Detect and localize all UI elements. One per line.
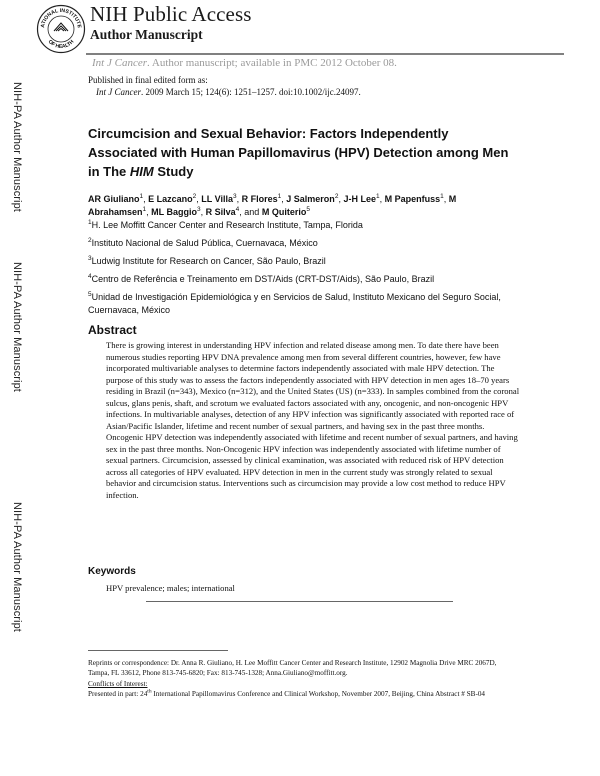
- title-main: Circumcision and Sexual Behavior: Factors Independently Associated with Human Papillomavirus (HPV) Detection among Men in The: [88, 126, 509, 179]
- logo-top-text: ATIONAL INSTITUTE: [40, 7, 83, 29]
- reprints-footnote: Reprints or correspondence: Dr. Anna R. Giuliano, H. Lee Moffitt Cancer Center and Research Institute, 12902 Magnolia Drive MRC 2067D, Tampa, FL 33612, Phone 813-745-6820; Fax: 813-745-1328; Anna.Giuliano@moffitt.org.: [88, 659, 497, 677]
- keywords-list: HPV prevalence; males; international: [106, 583, 235, 593]
- author-name: J Salmeron: [286, 194, 335, 204]
- affiliation-text: H. Lee Moffitt Cancer Center and Research Institute, Tampa, Florida: [91, 220, 363, 230]
- author-separator: ,: [281, 194, 287, 204]
- side-label-bottom: NIH-PA Author Manuscript: [11, 502, 23, 632]
- prepub-text: . Author manuscript; available in PMC 2012 October 08.: [146, 57, 397, 69]
- footnote-divider: [88, 650, 228, 651]
- svg-text:OF HEALTH: [47, 39, 76, 50]
- author-affiliation: 5: [306, 205, 310, 213]
- author-affiliation: 1: [139, 193, 144, 200]
- prepub-notice: [92, 57, 397, 69]
- author-affiliation: 1: [277, 193, 282, 200]
- author-manuscript-subtitle: Author Manuscript: [90, 27, 203, 42]
- abstract-body: There is growing interest in understanding HPV infection and related disease among men. To date there have been numerous studies reporting HPV DNA prevalence among men from several different countries, however, few have incorporated multivariable analyses to determine factors independently associated with male HPV detection. The purpose of this study was to assess the factors independently associated with HPV detection in men ages 18–70 years residing in Brazil (n=343), Mexico (n=312), and the United States (US) (n=333). In samples combined from the coronal sulcus, glans penis, shaft, and scrotum we evaluated factors associated with any, oncogenic, and non-oncogenic HPV infections. In multivariable analyses, detection of any HPV infection was significantly associated with reported race of Asian/Pacific Islander, lifetime and recent number of sexual partners, and having sex in the past three months. Oncogenic HPV detection was independently associated with lifetime and recent number of sexual partners, and having sex in the past three months. Non-Oncogenic HPV infection was independently associated with lifetime number of sexual partners. Circumcision, assessed by clinical examination, was associated with reduced risk of HPV detection across all categories of HPV evaluated. HPV detection in men in the current study was strongly related to sexual behavior and circumcision status. Interventions such as circumcision may provide a low cost method to reduce HPV infection.: [106, 340, 520, 500]
- prepub-journal: Int J Cancer: [92, 57, 147, 69]
- article-title: [88, 124, 518, 181]
- side-label-middle: NIH-PA Author Manuscript: [11, 262, 23, 392]
- logo-bottom-text: OF HEALTH: [46, 38, 76, 51]
- author-name: J-H Lee: [343, 194, 376, 204]
- keywords-heading: Keywords: [88, 566, 136, 577]
- title-end: Study: [153, 164, 194, 179]
- author-name: M Abrahamsen: [88, 194, 457, 217]
- presented-footnote: [88, 689, 516, 699]
- author-name: M Papenfuss: [384, 194, 441, 204]
- affiliation-text: Ludwig Institute for Research on Cancer, São Paulo, Brazil: [91, 256, 326, 266]
- affiliation-number: 4: [88, 273, 92, 280]
- author-list: [88, 193, 518, 218]
- author-affiliation: 3: [197, 205, 201, 213]
- author-name: R Flores: [241, 194, 278, 204]
- author-name: ML Baggio: [151, 206, 198, 217]
- title-study-name: HIM: [129, 164, 154, 179]
- author-separator: ,: [338, 194, 344, 204]
- presented-superscript: th: [147, 688, 152, 695]
- affiliation-number: 5: [88, 291, 92, 298]
- citation-journal: Int J Cancer: [96, 87, 141, 97]
- author-affiliation: 3: [232, 193, 237, 200]
- author-name: R Silva: [205, 206, 236, 217]
- author-name: M Quiterio: [261, 206, 307, 217]
- affiliation-text: Centro de Referência e Treinamento em DST/Aids (CRT-DST/Aids), São Paulo, Brazil: [91, 274, 435, 284]
- author-affiliation: 1: [142, 205, 147, 213]
- affiliation: [88, 255, 528, 268]
- conflicts-footnote: Conflicts of Interest:: [88, 680, 148, 688]
- citation: [96, 87, 361, 97]
- affiliation: [88, 291, 528, 316]
- author-affiliation: 2: [192, 193, 197, 200]
- author-separator: ,: [196, 194, 202, 204]
- author-affiliation: 1: [375, 193, 380, 200]
- published-line: Published in final edited form as:: [88, 75, 208, 85]
- presented-text: Presented in part: 24: [88, 690, 148, 698]
- affiliation-number: 1: [88, 219, 92, 226]
- author-separator: ,: [443, 194, 449, 204]
- nih-seal-logo: [36, 4, 86, 54]
- side-label-top: NIH-PA Author Manuscript: [11, 82, 23, 212]
- author-separator: ,: [146, 206, 152, 217]
- author-affiliation: 1: [440, 193, 444, 200]
- author-separator: , and: [239, 206, 262, 217]
- author-affiliation: 4: [235, 205, 240, 213]
- author-separator: ,: [200, 206, 206, 217]
- affiliation: [88, 219, 528, 232]
- affiliation-number: 2: [88, 237, 92, 244]
- author-name: E Lazcano: [148, 194, 193, 204]
- author-separator: ,: [236, 194, 242, 204]
- citation-details: . 2009 March 15; 124(6): 1251–1257. doi:10.1002/ijc.24097.: [141, 87, 361, 97]
- nih-public-access-title: NIH Public Access: [90, 2, 252, 26]
- affiliation-text: Instituto Nacional de Salud Pública, Cuernavaca, México: [91, 238, 318, 248]
- author-separator: ,: [379, 194, 385, 204]
- author-name: LL Villa: [201, 194, 233, 204]
- abstract-heading: Abstract: [88, 323, 137, 337]
- presented-text-rest: International Papillomavirus Conference and Clinical Workshop, November 2007, Beijing, China Abstract # SB-04: [151, 690, 486, 698]
- affiliation-text: Unidad de Investigación Epidemiológica y en Servicios de Salud, Instituto Mexicano del Seguro Social, Cuernavaca, México: [88, 292, 501, 315]
- author-name: AR Giuliano: [88, 194, 140, 204]
- affiliation-number: 3: [88, 255, 92, 262]
- author-separator: ,: [143, 194, 149, 204]
- affiliation: [88, 237, 528, 250]
- section-divider: [146, 601, 453, 602]
- author-affiliation: 2: [334, 193, 339, 200]
- header-divider: [86, 53, 564, 55]
- affiliation: [88, 273, 528, 286]
